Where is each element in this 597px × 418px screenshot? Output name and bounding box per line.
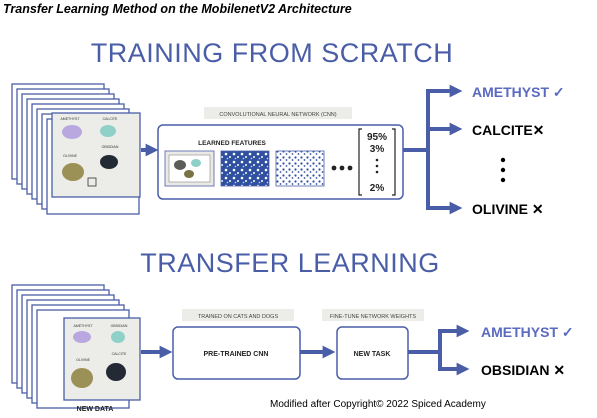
obsidian-specimen [100, 155, 118, 169]
olivine-specimen [62, 163, 84, 181]
photo-label: OLIVINE [76, 358, 90, 362]
probability-value: 3% [369, 144, 385, 155]
page-title: Transfer Learning Method on the MobilenetV2 Architecture [3, 2, 352, 16]
output-olivine: OLIVINE ✕ [472, 201, 544, 217]
cnn-label: CONVOLUTIONAL NEURAL NETWORK (CNN) [219, 112, 337, 118]
finetune-label: FINE-TUNE NETWORK WEIGHTS [329, 314, 417, 320]
amethyst-specimen [62, 125, 82, 139]
output-obsidian-transfer: OBSIDIAN ✕ [481, 362, 566, 378]
photo-label: AMETHYST [60, 117, 80, 121]
photo-label: AMETHYST [73, 324, 93, 328]
top-heading: TRAINING FROM SCRATCH [90, 38, 454, 68]
photo-label: OLIVINE [63, 154, 77, 158]
learned-features-label: LEARNED FEATURES [198, 140, 266, 147]
pretrained-cnn-label: PRE-TRAINED CNN [203, 351, 269, 358]
top-photo-stack [12, 84, 140, 214]
photo-label: CALCITE [102, 117, 118, 121]
copyright-footer: Modified after Copyright© 2022 Spiced Academy [270, 399, 486, 410]
new-data-label: NEW DATA [76, 406, 114, 413]
output-calcite: CALCITE✕ [472, 122, 545, 138]
output-amethyst: AMETHYST ✓ [472, 84, 565, 100]
output-ellipsis [501, 158, 505, 182]
top-output-arrows [403, 89, 456, 210]
trained-label: TRAINED ON CATS AND DOGS [197, 314, 279, 320]
output-amethyst-transfer: AMETHYST ✓ [481, 324, 574, 340]
probability-value: 2% [369, 183, 385, 194]
bottom-photo-stack [12, 285, 140, 408]
probability-value: 95% [366, 132, 388, 143]
photo-label: OBSIDIAN [110, 324, 128, 328]
feature-maps [165, 151, 352, 186]
photo-label: CALCITE [111, 352, 127, 356]
photo-label: OBSIDIAN [101, 145, 119, 149]
new-task-label: NEW TASK [353, 351, 391, 358]
bottom-heading: TRANSFER LEARNING [140, 248, 440, 278]
calcite-specimen [100, 125, 116, 137]
bottom-output-arrows [408, 329, 463, 371]
